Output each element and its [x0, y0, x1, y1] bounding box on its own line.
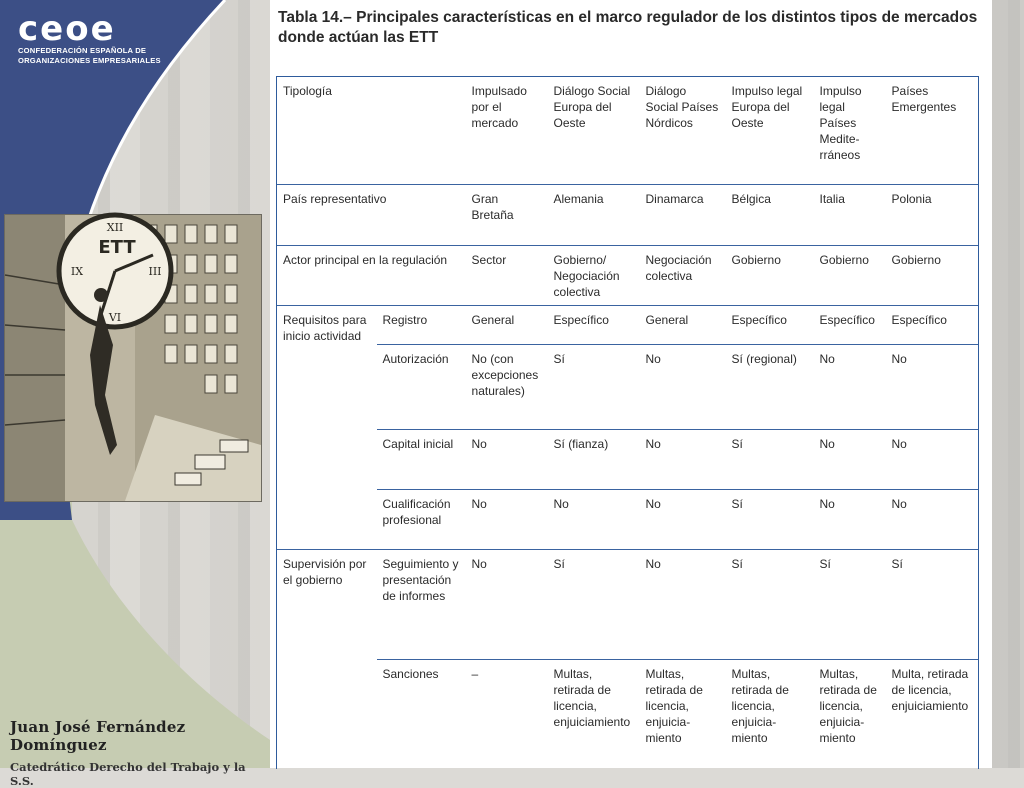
- cell: Diálogo Social Países Nórdicos: [640, 77, 726, 185]
- cell: No: [466, 429, 548, 489]
- cell: No: [466, 489, 548, 549]
- empty-cell: [277, 659, 377, 769]
- cell: Alemania: [548, 185, 640, 246]
- cell: Dinamarca: [640, 185, 726, 246]
- cell: No: [640, 489, 726, 549]
- row-label: País representativo: [277, 185, 466, 246]
- cell: No: [814, 429, 886, 489]
- cell: Gobierno: [814, 246, 886, 306]
- author-block: [10, 718, 270, 788]
- row-actor: [277, 246, 979, 306]
- table-title: Tabla 14.– Principales características en el marco regulador de los distintos tipos de mercados donde actúan las ETT: [278, 9, 978, 46]
- cell: No: [640, 549, 726, 659]
- clock-label: ETT: [98, 237, 136, 258]
- sub-label: Capital inicial: [377, 429, 466, 489]
- cell: Específico: [548, 306, 640, 345]
- cell: Negociación colectiva: [640, 246, 726, 306]
- logo-subtitle-line1: CONFEDERACIÓN ESPAÑOLA DE: [18, 46, 147, 55]
- sub-label: Registro: [377, 306, 466, 345]
- row-autorizacion: [277, 344, 979, 429]
- cell: Sí (fianza): [548, 429, 640, 489]
- cell: Sí: [726, 549, 814, 659]
- cell: Sí: [814, 549, 886, 659]
- empty-cell: [277, 344, 377, 429]
- cell: Gobierno/ Negociación colectiva: [548, 246, 640, 306]
- cell: General: [466, 306, 548, 345]
- group-label: Requisitos para inicio actividad: [277, 306, 377, 345]
- cell: Sector: [466, 246, 548, 306]
- cell: Sí: [548, 549, 640, 659]
- row-capital: [277, 429, 979, 489]
- logo-subtitle: [18, 46, 168, 66]
- row-seguimiento: [277, 549, 979, 659]
- cell: Bélgica: [726, 185, 814, 246]
- sub-label: Autorización: [377, 344, 466, 429]
- row-label: Actor principal en la regulación: [277, 246, 466, 306]
- cell: Específico: [726, 306, 814, 345]
- sub-label: Sanciones: [377, 659, 466, 769]
- ett-clock-illustration: [4, 214, 262, 502]
- row-sanciones: [277, 659, 979, 769]
- document-page: [270, 0, 992, 768]
- cell: No: [814, 344, 886, 429]
- regulatory-table: [276, 76, 979, 769]
- cell: No: [886, 429, 979, 489]
- cell: Gran Bretaña: [466, 185, 548, 246]
- author-name: Juan José Fernández Domínguez: [10, 718, 186, 754]
- cell: Diálogo Social Europa del Oeste: [548, 77, 640, 185]
- cell: Impulso legal Países Medite-rráneos: [814, 77, 886, 185]
- cell: Sí: [886, 549, 979, 659]
- empty-cell: [277, 489, 377, 549]
- sub-label: Cualificación profesional: [377, 489, 466, 549]
- cell: General: [640, 306, 726, 345]
- cell: Multas, retirada de licencia, enjuicia-miento: [726, 659, 814, 769]
- cell: Específico: [814, 306, 886, 345]
- logo-subtitle-line2: ORGANIZACIONES EMPRESARIALES: [18, 56, 161, 65]
- cell: –: [466, 659, 548, 769]
- cell: Sí (regional): [726, 344, 814, 429]
- ceoe-logo: [18, 9, 168, 66]
- svg-text:XII: XII: [106, 221, 124, 234]
- cell: Específico: [886, 306, 979, 345]
- empty-cell: [277, 429, 377, 489]
- author-role: Catedrático Derecho del Trabajo y la S.S.: [10, 760, 246, 788]
- cell: No: [886, 344, 979, 429]
- row-cualificacion: [277, 489, 979, 549]
- cell: Impulso legal Europa del Oeste: [726, 77, 814, 185]
- cell: Sí: [726, 489, 814, 549]
- cell: No: [640, 429, 726, 489]
- cell: Italia: [814, 185, 886, 246]
- sub-label: Seguimiento y presentación de informes: [377, 549, 466, 659]
- cell: No: [640, 344, 726, 429]
- row-registro: [277, 306, 979, 345]
- svg-text:IX: IX: [70, 265, 84, 278]
- cell: No: [548, 489, 640, 549]
- row-pais: [277, 185, 979, 246]
- cell: No: [814, 489, 886, 549]
- group-label: Supervisión por el gobierno: [277, 549, 377, 659]
- cell: Países Emergentes: [886, 77, 979, 185]
- cell: Polonia: [886, 185, 979, 246]
- cell: Multas, retirada de licencia, enjuicia-miento: [640, 659, 726, 769]
- cell: Gobierno: [726, 246, 814, 306]
- logo-word: ceoe: [18, 9, 116, 49]
- cell: Sí: [726, 429, 814, 489]
- cell: No (con excepciones naturales): [466, 344, 548, 429]
- cell: Impulsado por el mercado: [466, 77, 548, 185]
- svg-text:VI: VI: [108, 311, 122, 324]
- illustration-drawing: [5, 215, 261, 501]
- svg-text:III: III: [148, 265, 162, 278]
- cell: Gobierno: [886, 246, 979, 306]
- cell: Multas, retirada de licencia, enjuiciamiento: [548, 659, 640, 769]
- cell: Multas, retirada de licencia, enjuicia-miento: [814, 659, 886, 769]
- row-label: Tipología: [277, 77, 466, 185]
- cell: Multa, retirada de licencia, enjuiciamiento: [886, 659, 979, 769]
- left-panel: [0, 0, 270, 788]
- cell: Sí: [548, 344, 640, 429]
- row-tipologia: [277, 77, 979, 185]
- cell: No: [886, 489, 979, 549]
- cell: No: [466, 549, 548, 659]
